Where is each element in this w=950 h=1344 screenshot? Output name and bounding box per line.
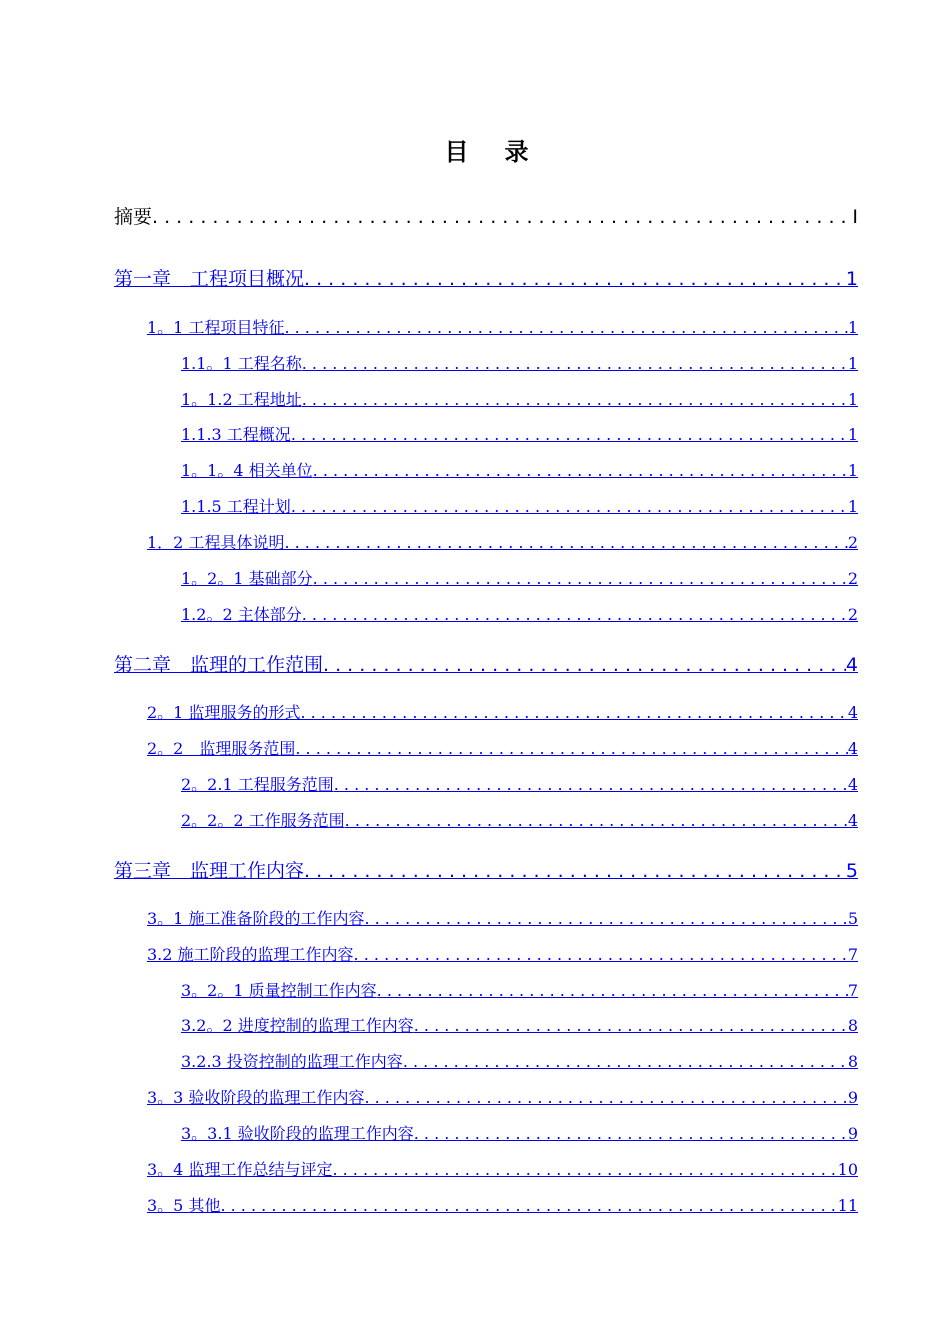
toc-dot-leader — [304, 860, 846, 882]
toc-heading — [0, 132, 950, 167]
toc-dot-leader — [284, 318, 847, 337]
toc-entry-label: 第三章 监理工作内容 — [114, 860, 305, 882]
toc-entry-label: 1.1。1 工程名称 — [181, 354, 302, 373]
toc-entry[interactable] — [181, 1121, 858, 1144]
toc-dot-leader — [295, 739, 847, 758]
toc-entry-label: 2。1 监理服务的形式 — [147, 703, 301, 722]
toc-entry[interactable] — [181, 1049, 858, 1072]
toc-entry[interactable] — [147, 315, 858, 338]
toc-entry-page-number: 9 — [847, 1124, 858, 1143]
toc-entry-page-number: 4 — [847, 739, 858, 758]
toc-dot-leader — [291, 425, 848, 444]
toc-dot-leader — [403, 1052, 848, 1071]
toc-entry-page-number: 7 — [847, 945, 858, 964]
toc-entry-label: 1。1。4 相关单位 — [181, 461, 313, 480]
toc-entry-page-number: 8 — [847, 1016, 858, 1035]
toc-dot-leader — [291, 497, 848, 516]
toc-entry-page-number: 7 — [847, 981, 858, 1000]
toc-entry-label: 2。2 监理服务范围 — [147, 739, 296, 758]
toc-entry-label: 3。5 其他 — [147, 1196, 221, 1215]
toc-entry[interactable] — [147, 736, 858, 759]
toc-dot-leader — [364, 909, 847, 928]
toc-dot-leader — [302, 354, 848, 373]
toc-entry[interactable] — [181, 387, 858, 410]
toc-entry[interactable] — [181, 422, 858, 445]
toc-entry-page-number: 11 — [837, 1196, 858, 1215]
toc-heading-char-2: 录 — [504, 138, 531, 166]
toc-dot-leader — [377, 981, 848, 1000]
toc-dot-leader — [300, 703, 847, 722]
toc-entry-page-number: 1 — [847, 497, 858, 516]
toc-entry-label: 3。3 验收阶段的监理工作内容 — [147, 1088, 365, 1107]
toc-entry-page-number: 1 — [847, 318, 858, 337]
toc-entry-page-number: I — [852, 206, 858, 228]
toc-dot-leader — [364, 1088, 847, 1107]
toc-entry-label: 3。2。1 质量控制工作内容 — [181, 981, 377, 1000]
toc-dot-leader — [414, 1124, 848, 1143]
toc-dot-leader — [345, 811, 848, 830]
toc-entry[interactable] — [114, 856, 858, 883]
toc-entry-page-number: 8 — [847, 1052, 858, 1071]
toc-entry-label: 1.1.3 工程概况 — [181, 425, 291, 444]
toc-entry-label: 2。2.1 工程服务范围 — [181, 775, 334, 794]
toc-dot-leader — [354, 945, 848, 964]
toc-entry[interactable] — [181, 808, 858, 831]
toc-entry-page-number: 5 — [845, 860, 858, 882]
toc-entry[interactable] — [147, 1157, 858, 1180]
toc-entry-page-number: 2 — [847, 605, 858, 624]
toc-entry[interactable] — [147, 530, 858, 553]
toc-entry[interactable] — [181, 772, 858, 795]
toc-entry-label: 1。1.2 工程地址 — [181, 390, 302, 409]
toc-entry-page-number: 1 — [845, 268, 858, 290]
toc-dot-leader — [152, 206, 852, 228]
toc-entry-label: 3.2。2 进度控制的监理工作内容 — [181, 1016, 414, 1035]
toc-entry-label: 第二章 监理的工作范围 — [114, 654, 324, 676]
toc-entry-label: 3。1 施工准备阶段的工作内容 — [147, 909, 365, 928]
toc-dot-leader — [302, 390, 848, 409]
toc-entry[interactable] — [181, 494, 858, 517]
toc-entry-label: 1。2。1 基础部分 — [181, 569, 313, 588]
toc-entry[interactable] — [147, 700, 858, 723]
toc-dot-leader — [302, 605, 848, 624]
toc-dot-leader — [414, 1016, 848, 1035]
toc-entry[interactable] — [114, 650, 858, 677]
toc-entry — [114, 202, 858, 229]
toc-entry[interactable] — [181, 602, 858, 625]
toc-entry-page-number: 10 — [837, 1160, 858, 1179]
toc-entry-label: 3.2 施工阶段的监理工作内容 — [147, 945, 354, 964]
toc-dot-leader — [323, 654, 846, 676]
toc-entry-label: 3。3.1 验收阶段的监理工作内容 — [181, 1124, 414, 1143]
toc-entry-page-number: 4 — [847, 703, 858, 722]
toc-dot-leader — [332, 1160, 837, 1179]
toc-entry[interactable] — [147, 1193, 858, 1216]
toc-entry-label: 1。1 工程项目特征 — [147, 318, 285, 337]
toc-entry[interactable] — [181, 1013, 858, 1036]
toc-entry[interactable] — [181, 566, 858, 589]
toc-entry-label: 第一章 工程项目概况 — [114, 268, 305, 290]
toc-dot-leader — [313, 461, 848, 480]
toc-entry-page-number: 4 — [847, 775, 858, 794]
toc-entry-page-number: 4 — [847, 811, 858, 830]
toc-entry-label: 1．2 工程具体说明 — [147, 533, 285, 552]
toc-entry-label: 摘要 — [114, 206, 153, 228]
toc-entry-page-number: 1 — [847, 461, 858, 480]
toc-entry-label: 3。4 监理工作总结与评定 — [147, 1160, 333, 1179]
toc-dot-leader — [334, 775, 848, 794]
toc-entry[interactable] — [147, 942, 858, 965]
toc-entry-page-number: 1 — [847, 354, 858, 373]
toc-entry[interactable] — [181, 351, 858, 374]
toc-dot-leader — [304, 268, 846, 290]
toc-entry-page-number: 4 — [845, 654, 858, 676]
toc-entry-label: 3.2.3 投资控制的监理工作内容 — [181, 1052, 403, 1071]
toc-entry[interactable] — [181, 978, 858, 1001]
toc-entry-page-number: 2 — [847, 569, 858, 588]
toc-entry[interactable] — [181, 458, 858, 481]
toc-entry-page-number: 5 — [847, 909, 858, 928]
toc-heading-char-1: 目 — [444, 138, 471, 166]
toc-entry-label: 1.2。2 主体部分 — [181, 605, 302, 624]
toc-entry-page-number: 1 — [847, 425, 858, 444]
toc-entry-label: 1.1.5 工程计划 — [181, 497, 291, 516]
toc-entry[interactable] — [147, 1085, 858, 1108]
toc-entry[interactable] — [147, 906, 858, 929]
toc-entry[interactable] — [114, 264, 858, 291]
toc-entry-page-number: 1 — [847, 390, 858, 409]
toc-entry-label: 2。2。2 工作服务范围 — [181, 811, 345, 830]
toc-dot-leader — [220, 1196, 837, 1215]
toc-dot-leader — [284, 533, 847, 552]
toc-dot-leader — [313, 569, 848, 588]
toc-entry-page-number: 2 — [847, 533, 858, 552]
toc-entry-page-number: 9 — [847, 1088, 858, 1107]
